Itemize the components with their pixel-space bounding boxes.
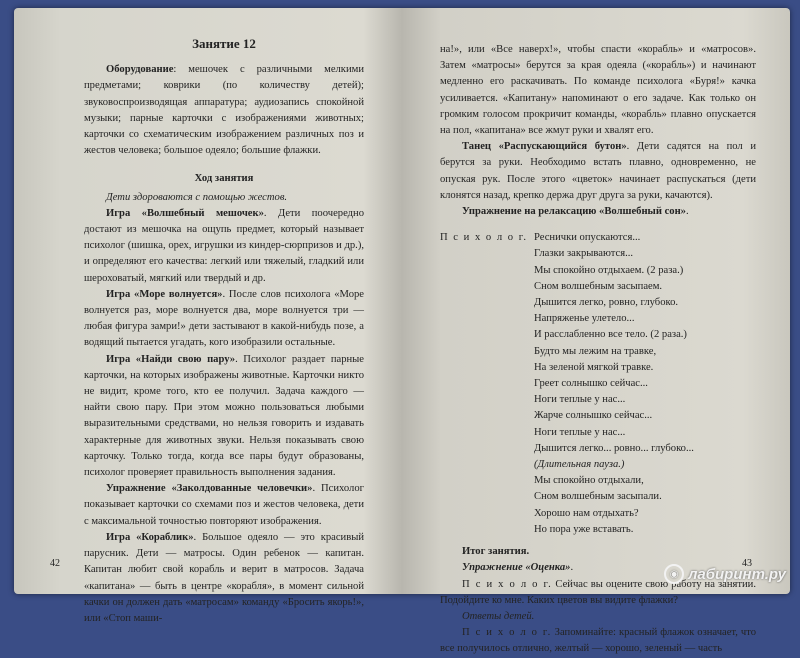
relaxation-heading: Упражнение на релаксацию «Волшебный сон».	[462, 206, 689, 218]
poem-line: Сном волшебным засыпаем.	[534, 280, 663, 292]
equipment-paragraph: Оборудование: мешочек с различными мелкими предметами; коврики (по количеству детей); звуковоспроизводящая аппаратура; аудиозапись спокойной музыки; парные карточки с изображениями животных; карточки со схематическим изображением различных поз и жестов человека; большое одеяло; большие флажки.	[84, 64, 364, 157]
page-number-left: 42	[50, 557, 60, 569]
poem-line: Мы спокойно отдыхаем. (2 раза.)	[534, 264, 684, 276]
poem-line: Напряженье улетело...	[534, 313, 635, 325]
poem-speaker: П с и х о л о г.	[440, 232, 528, 244]
game3-paragraph: Игра «Найди свою пару». Психолог раздает парные карточки, на которых изображены животные. Карточки никто не видит, кроме того, кто ее получил. Задача каждого — найти свою пару. При этом можно пользоваться любыми выразительными средствами, но нельзя говорить и издавать характерные для животных звуки. Нельзя показывать свою карточку. Только тогда, когда все пары будут образованы, психолог проверяет правильность выполнения задания.	[84, 353, 365, 479]
game4-paragraph: Игра «Кораблик». Большое одеяло — это красивый парусник. Дети — матросы. Один ребенок — капитан. Капитан любит свой корабль и верит в матросов. Задача «капитана» — быть в центре «корабля», в момент сильной качки он должен дать «матросам» команду «Бросить якорь!», или «Стоп маши-	[84, 531, 365, 624]
poem-line: Мы спокойно отдыхали,	[534, 475, 644, 487]
summary-heading: Итог занятия.	[462, 546, 530, 558]
poem-line: П с и х о л о г. Реснички опускаются...	[440, 230, 756, 246]
poem-line: Дышится легко, ровно, глубоко.	[534, 297, 679, 309]
labirint-logo-icon: ◉	[664, 564, 684, 584]
final-paragraph: П с и х о л о г. Запоминайте: красный флажок означает, что все получилось отлично, желтый — хорошо, зеленый — часть	[440, 627, 756, 655]
poem-line: Но пора уже вставать.	[534, 523, 634, 535]
relaxation-poem	[440, 230, 756, 538]
poem-line: Греет солнышко сейчас...	[534, 378, 648, 390]
poem-line: Будто мы лежим на травке,	[534, 345, 657, 357]
poem-line: Сном волшебным засыпали.	[534, 491, 662, 503]
right-page	[402, 8, 790, 655]
poem-line: (Длительная пауза.)	[534, 459, 625, 471]
poem-line: Жарче солнышко сейчас...	[534, 410, 653, 422]
poem-line: Ноги теплые у нас...	[534, 394, 626, 406]
watermark: ◉ лабиринт.ру	[664, 564, 786, 584]
poem-line: Дышится легко... ровно... глубоко...	[534, 442, 694, 454]
dance-paragraph: Танец «Распускающийся бутон». Дети садятся на пол и берутся за руки. Необходимо встать плавно, одновременно, не опуская рук. После этого «цветок» начинает распускаться (дети клонятся назад, крепко держа друг друга за руки, качаются).	[440, 141, 756, 201]
exercise1-paragraph: Упражнение «Заколдованные человечки». Психолог показывает карточки со схемами поз и жестов человека, дети с максимальной точностью повторяют изображения.	[84, 483, 364, 527]
poem-line: Глазки закрываются...	[534, 248, 634, 260]
poem-line: И расслабленно все тело. (2 раза.)	[534, 329, 687, 341]
question-paragraph: П с и х о л о г. Сейчас вы оцените свою работу на занятии. Подойдите ко мне. Каких цветов вы видите флажки?	[440, 578, 756, 606]
left-page	[14, 8, 402, 624]
evaluation-heading: Упражнение «Оценка».	[462, 562, 574, 574]
game2-paragraph: Игра «Море волнуется». После слов психолога «Море волнуется раз, море волнуется два, море волнуется три — любая фигура замри!» дети застывают в какой-нибудь позе, а водящий пытается угадать, кого изобразили остальные.	[84, 288, 364, 349]
poem-line: Ноги теплые у нас...	[534, 426, 626, 438]
course-heading: Ход занятия	[194, 173, 254, 185]
poem-line: На зеленой мягкой травке.	[534, 361, 654, 373]
game1-paragraph: Игра «Волшебный мешочек». Дети поочередно достают из мешочка на ощупь предмет, который называет психолог (шишка, орех, игрушки из киндер-сюрпризов и др.), и определяют его качества: легкий или тяжелый, гладкий или шероховатый, мягкий или твердый и др.	[84, 207, 364, 284]
book-spread	[14, 8, 790, 655]
greeting-paragraph: Дети здороваются с помощью жестов.	[106, 191, 288, 203]
continuation-paragraph: на!», или «Все наверх!», чтобы спасти «корабль» и «матросов». Затем «матросы» берутся за края одеяла («корабль») и начинают медленно его раскачивать. По команде психолога «Буря!» качка усиливается. «Капитану» напоминают о его задаче. Как только он громким голосом прокричит команды, «корабль» плавно опускается на пол, «капитана» все жмут руки и хвалят его.	[440, 44, 756, 137]
page-number-right: 43	[742, 557, 752, 569]
answers-line: Ответы детей.	[462, 610, 535, 622]
lesson-title: Занятие 12	[192, 36, 256, 51]
poem-line: Хорошо нам отдыхать?	[534, 507, 639, 519]
